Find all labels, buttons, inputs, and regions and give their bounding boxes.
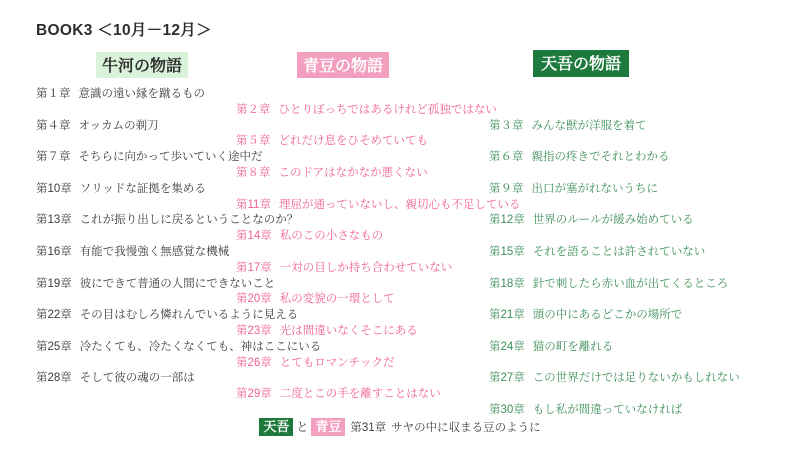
chapter-number: 第12章 — [489, 214, 525, 227]
chapter-entry-ushikawa — [36, 308, 298, 322]
chapter-title: みんな獣が洋服を着て — [531, 119, 647, 132]
conjunction-label: と — [296, 420, 309, 434]
chapter-title: 光は間違いなくそこにある — [279, 325, 418, 337]
chapter-title: どれだけ息をひそめていても — [278, 135, 428, 148]
chapter-entry-tengo — [489, 213, 694, 227]
column-header-ushikawa: 牛河の物語 — [96, 52, 188, 78]
chapter-number: 第３章 — [489, 119, 524, 132]
column-header-tengo: 天吾の物語 — [533, 50, 629, 77]
chapter-entry-aomame — [236, 166, 428, 180]
chapter-title: このドアはなかなか悪くない — [278, 167, 428, 179]
chapter-entry-aomame — [236, 356, 394, 370]
chapter-title: 私のこの小さなもの — [279, 230, 384, 243]
shared-chapter-inner — [259, 418, 540, 437]
chapter-number: 第23章 — [236, 325, 272, 337]
chapter-number: 第14章 — [236, 230, 272, 243]
chapter-title: 彼にできて普通の人間にできないこと — [79, 277, 276, 290]
chapter-title: 親指の疼きでそれとわかる — [531, 151, 670, 164]
chapter-number: 第21章 — [489, 309, 525, 322]
chapter-title: 冷たくても、冷たくなくても、神はここにいる — [79, 340, 322, 353]
chapter-number: 第19章 — [36, 277, 72, 290]
chapter-number: 第17章 — [236, 261, 272, 274]
chapter-title: とてもロマンチックだ — [279, 356, 395, 369]
chapter-title: ソリッドな証拠を集める — [79, 182, 206, 195]
chapter-number: 第15章 — [489, 246, 525, 258]
chapter-number: 第２章 — [236, 103, 271, 116]
chapter-entry-tengo — [489, 119, 647, 133]
chapter-entry-aomame — [236, 261, 452, 275]
chapter-number: 第16章 — [36, 246, 72, 258]
chapter-entry-aomame — [236, 134, 428, 148]
chapter-title: 私の変貌の一環として — [279, 293, 395, 306]
chapter-number: 第４章 — [36, 119, 71, 132]
chapter-number: 第13章 — [36, 214, 72, 227]
chapter-entry-aomame — [236, 324, 418, 338]
chapter-entry-ushikawa — [36, 277, 275, 291]
chapter-entry-aomame — [236, 387, 441, 401]
chapter-number: 第20章 — [236, 293, 272, 306]
chapter-title: それを語ることは許されていない — [532, 246, 706, 258]
chapter-title: もし私が間違っていなければ — [532, 404, 683, 416]
chapter-entry-tengo — [489, 245, 705, 259]
chapter-number: 第７章 — [36, 151, 71, 164]
chapter-number: 第９章 — [489, 182, 524, 195]
chapter-entry-tengo — [489, 371, 740, 385]
chapter-title: 有能で我慢強く無感覚な機械 — [79, 246, 230, 258]
chapter-title: オッカムの剃刀 — [78, 119, 159, 132]
chapter-entry-tengo — [489, 277, 728, 291]
shared-chapter-row — [0, 418, 800, 442]
chapter-title: 理屈が通っていないし、親切心も不足している — [278, 198, 521, 211]
chapter-title: 猫の町を離れる — [532, 340, 614, 353]
chapter-entry-ushikawa — [36, 340, 321, 354]
chapter-number: 第10章 — [36, 182, 72, 195]
chapter-entry-aomame — [236, 103, 497, 117]
shared-chapter-title: サヤの中に収まる豆のように — [391, 422, 541, 434]
chapter-title: ひとりぼっちではあるけれど孤独ではない — [278, 103, 497, 116]
chapter-entry-tengo — [489, 182, 658, 196]
chapter-number: 第６章 — [489, 151, 524, 164]
chapter-number: 第８章 — [236, 167, 271, 179]
chapter-entry-aomame — [236, 229, 383, 243]
chapter-entry-ushikawa — [36, 182, 206, 196]
chapter-entry-tengo — [489, 340, 613, 354]
chapter-title: この世界だけでは足りないかもしれない — [532, 372, 740, 385]
chapter-entry-ushikawa — [36, 245, 229, 259]
chapter-entry-ushikawa — [36, 119, 159, 133]
chapter-number: 第27章 — [489, 372, 525, 385]
chapter-number: 第30章 — [489, 404, 525, 416]
page-title: BOOK3 ＜10月－12月＞ — [36, 22, 212, 39]
chapter-entry-aomame — [236, 198, 520, 212]
chapter-number: 第22章 — [36, 309, 72, 322]
column-header-aomame: 青豆の物語 — [297, 52, 389, 78]
chapter-entry-ushikawa — [36, 150, 263, 164]
chapter-entry-ushikawa — [36, 213, 298, 227]
tag-tengo: 天吾 — [259, 418, 293, 436]
chapter-title: これが振り出しに戻るということなのか？ — [79, 214, 299, 227]
chapter-number: 第24章 — [489, 340, 525, 353]
chapter-number: 第28章 — [36, 372, 72, 385]
chapter-number: 第５章 — [236, 135, 271, 148]
chapter-entry-tengo — [489, 403, 682, 417]
chapter-number: 第18章 — [489, 277, 525, 290]
chapter-entry-ushikawa — [36, 87, 205, 101]
chapter-title: 出口が塞がれないうちに — [531, 182, 658, 195]
chapter-number: 第29章 — [236, 388, 272, 401]
chapter-title: 二度とこの手を離すことはない — [279, 388, 441, 401]
tag-aomame: 青豆 — [311, 418, 345, 436]
chapter-title: そして彼の魂の一部は — [79, 372, 195, 385]
chapter-title: 世界のルールが緩み始めている — [532, 214, 694, 227]
chapter-number: 第25章 — [36, 340, 72, 353]
chapter-entry-tengo — [489, 150, 670, 164]
chapter-number: 第26章 — [236, 356, 272, 369]
chapter-title: 頭の中にあるどこかの場所で — [532, 309, 683, 322]
shared-chapter-number: 第31章 — [350, 422, 387, 434]
chapter-title: その目はむしろ憐れんでいるように見える — [79, 309, 299, 322]
chapter-entry-tengo — [489, 308, 682, 322]
chapter-entry-aomame — [236, 292, 395, 306]
chapter-title: 一対の目しか持ち合わせていない — [279, 261, 453, 274]
chapter-number: 第１章 — [36, 88, 71, 100]
chapter-number: 第11章 — [236, 198, 271, 211]
chapter-title: そちらに向かって歩いていく途中だ — [78, 151, 263, 164]
chapter-title: 針で刺したら赤い血が出てくるところ — [532, 277, 729, 290]
chapter-entry-ushikawa — [36, 371, 195, 385]
chapter-title: 意識の遠い縁を蹴るもの — [78, 88, 205, 100]
